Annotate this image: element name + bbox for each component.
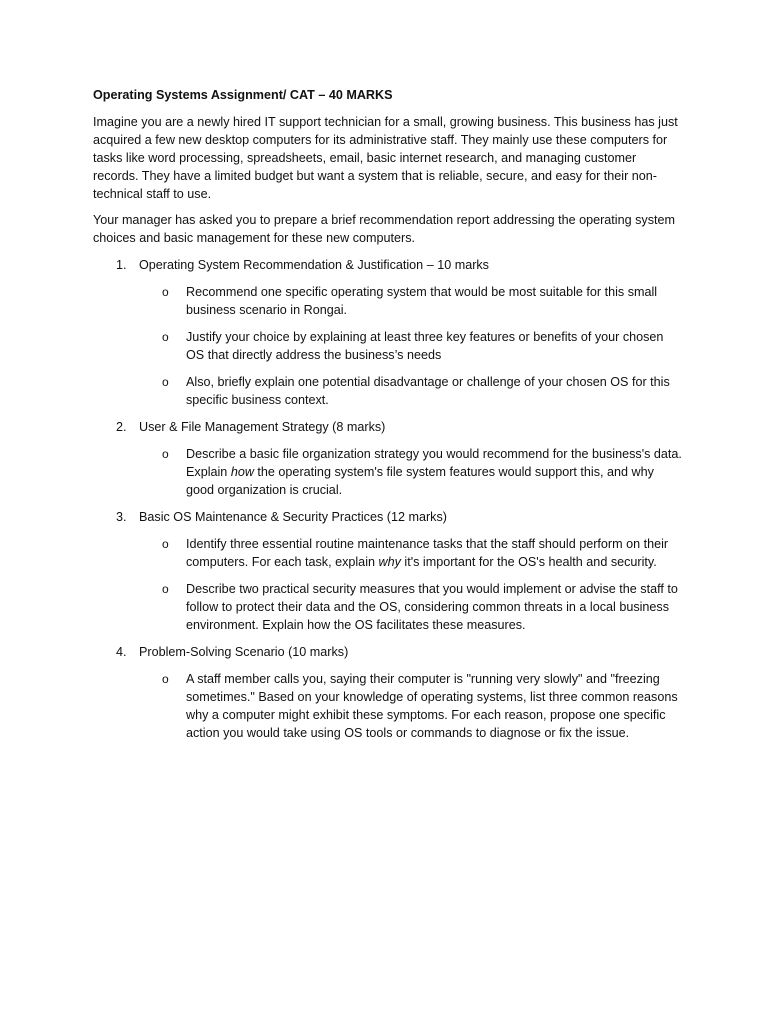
intro-paragraph: Imagine you are a newly hired IT support technician for a small, growing business. This business has just acquired a few new desktop computers for its administrative staff. They mainly use these computers for tasks like word processing, spreadsheets, email, basic internet research, and managing customer records. They have a limited budget but want a system that is reliable, secure, and easy for their non-technical staff to use. bbox=[93, 115, 678, 201]
sub-item bbox=[139, 283, 683, 319]
sub-item bbox=[139, 445, 683, 499]
bullet-icon: o bbox=[162, 447, 169, 461]
sub-item bbox=[139, 580, 683, 634]
emphasis-text: why bbox=[378, 555, 401, 569]
text-run: it's important for the OS's health and security. bbox=[400, 555, 657, 569]
sub-item-list bbox=[139, 535, 683, 634]
sub-item-text: A staff member calls you, saying their computer is "running very slowly" and "freezing sometimes." Based on your knowledge of operating systems, list three common reasons why a computer might exhibit these symptoms. For each reason, propose one specific action you would take using OS tools or commands to diagnose or fix the issue. bbox=[186, 672, 678, 740]
sub-item-list bbox=[139, 670, 683, 742]
sub-item bbox=[139, 670, 683, 742]
sub-item-list bbox=[139, 283, 683, 409]
sub-item-text bbox=[186, 447, 682, 497]
bullet-icon: o bbox=[162, 672, 169, 686]
question-heading: Basic OS Maintenance & Security Practices (12 marks) bbox=[139, 510, 447, 524]
question-1 bbox=[93, 256, 683, 409]
text-run: Describe a basic file organization strategy you would recommend for the business's data. Explain bbox=[186, 447, 682, 479]
sub-item bbox=[139, 373, 683, 409]
bullet-icon: o bbox=[162, 330, 169, 344]
question-number: 3. bbox=[116, 510, 127, 524]
text-run: the operating system's file system features would support this, and why good organization is crucial. bbox=[186, 465, 654, 497]
bullet-icon: o bbox=[162, 375, 169, 389]
sub-item-text: Recommend one specific operating system that would be most suitable for this small business scenario in Rongai. bbox=[186, 285, 658, 317]
question-heading: User & File Management Strategy (8 marks) bbox=[139, 420, 386, 434]
question-heading: Operating System Recommendation & Justification – 10 marks bbox=[139, 258, 489, 272]
bullet-icon: o bbox=[162, 537, 169, 551]
document-title: Operating Systems Assignment/ CAT – 40 MARKS bbox=[93, 88, 393, 102]
emphasis-text: how bbox=[230, 465, 254, 479]
sub-item-text: Describe two practical security measures that you would implement or advise the staff to follow to protect their data and the OS, considering common threats in a local business environment. Explain how the OS facilitates these measures. bbox=[186, 582, 678, 632]
question-3 bbox=[93, 508, 683, 634]
question-number: 1. bbox=[116, 258, 127, 272]
bullet-icon: o bbox=[162, 582, 169, 596]
instruction-paragraph: Your manager has asked you to prepare a brief recommendation report addressing the operating system choices and basic management for these new computers. bbox=[93, 213, 675, 245]
document-page bbox=[93, 86, 683, 751]
sub-item bbox=[139, 328, 683, 364]
question-heading: Problem-Solving Scenario (10 marks) bbox=[139, 645, 349, 659]
question-2 bbox=[93, 418, 683, 499]
question-4 bbox=[93, 643, 683, 742]
sub-item-text: Also, briefly explain one potential disadvantage or challenge of your chosen OS for this specific business context. bbox=[186, 375, 670, 407]
sub-item-text bbox=[186, 537, 668, 569]
sub-item bbox=[139, 535, 683, 571]
question-list bbox=[93, 256, 683, 742]
sub-item-list bbox=[139, 445, 683, 499]
sub-item-text: Justify your choice by explaining at least three key features or benefits of your chosen OS that directly address the business’s needs bbox=[186, 330, 664, 362]
question-number: 4. bbox=[116, 645, 127, 659]
bullet-icon: o bbox=[162, 285, 169, 299]
question-number: 2. bbox=[116, 420, 127, 434]
text-run: Identify three essential routine maintenance tasks that the staff should perform on their computers. For each task, explain bbox=[186, 537, 669, 569]
